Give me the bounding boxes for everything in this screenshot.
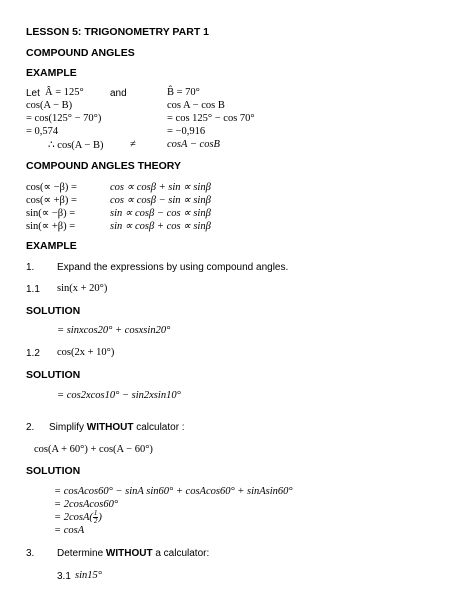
question-2-expression: cos(A + 60°) + cos(A − 60°) (34, 444, 153, 455)
example-right-line-1: cos A − cos B (167, 100, 225, 111)
theory-row-4-lhs: sin(∝ +β) = (26, 221, 76, 232)
question-3-1-number: 3.1 (57, 571, 71, 582)
example-heading-2: EXAMPLE (26, 240, 77, 252)
theory-row-3-rhs: sin ∝ cosβ − cos ∝ sinβ (110, 208, 211, 219)
let-label: Let (26, 88, 40, 99)
one-half-fraction: $\frac{1}{2}$ (93, 509, 98, 525)
theory-heading: COMPOUND ANGLES THEORY (26, 160, 181, 172)
question-3-1-expression: sin15° (75, 570, 102, 581)
solution-3-line-3: = 2cosA( $\frac{1}{2}$ ) (54, 509, 102, 525)
example-left-line-2: = cos(125° − 70°) (26, 113, 102, 124)
example-left-line-3: = 0,574 (26, 126, 59, 137)
section-heading-compound-angles: COMPOUND ANGLES (26, 47, 135, 59)
solution-3-line-1: = cosAcos60° − sinA sin60° + cosAcos60° + sinAsin60° (54, 486, 293, 497)
not-equal-symbol: ≠ (130, 139, 136, 150)
conclusion-right: cosA − cosB (167, 139, 220, 150)
theory-row-2-rhs: cos ∝ cosβ − sin ∝ sinβ (110, 195, 211, 206)
theory-row-2-lhs: cos(∝ +β) = (26, 195, 77, 206)
question-1-2-expression: cos(2x + 10°) (57, 347, 115, 358)
lesson-title: LESSON 5: TRIGONOMETRY PART 1 (26, 26, 209, 38)
question-1-1-number: 1.1 (26, 284, 40, 295)
theory-row-1-lhs: cos(∝ −β) = (26, 182, 77, 193)
angle-b-definition: B̂ = 70° (167, 87, 200, 98)
example-right-line-3: = −0,916 (167, 126, 206, 137)
solution-1-answer: = sinxcos20° + cosxsin20° (57, 325, 171, 336)
solution-heading-2: SOLUTION (26, 369, 81, 381)
question-2-number: 2. (26, 422, 35, 433)
and-label: and (110, 88, 127, 99)
question-3-text: Determine WITHOUT a calculator: (57, 548, 210, 559)
conclusion-left: ∴ cos(A − B) (48, 140, 104, 151)
question-2-text: Simplify WITHOUT calculator : (49, 422, 185, 433)
question-1-number: 1. (26, 262, 35, 273)
example-left-line-1: cos(A − B) (26, 100, 73, 111)
solution-3-line-4: = cosA (54, 525, 85, 536)
question-3-number: 3. (26, 548, 35, 559)
example-right-line-2: = cos 125° − cos 70° (167, 113, 255, 124)
theory-row-3-lhs: sin(∝ −β) = (26, 208, 76, 219)
solution-heading-1: SOLUTION (26, 305, 81, 317)
question-1-2-number: 1.2 (26, 348, 40, 359)
theory-row-1-rhs: cos ∝ cosβ + sin ∝ sinβ (110, 182, 211, 193)
theory-row-4-rhs: sin ∝ cosβ + cos ∝ sinβ (110, 221, 211, 232)
solution-2-answer: = cos2xcos10° − sin2xsin10° (57, 390, 181, 401)
solution-heading-3: SOLUTION (26, 465, 81, 477)
example-heading: EXAMPLE (26, 67, 77, 79)
solution-3-line-2: = 2cosAcos60° (54, 499, 119, 510)
question-1-1-expression: sin(x + 20°) (57, 283, 108, 294)
question-1-text: Expand the expressions by using compound angles. (57, 262, 289, 273)
angle-a-definition: Â = 125° (45, 87, 84, 98)
